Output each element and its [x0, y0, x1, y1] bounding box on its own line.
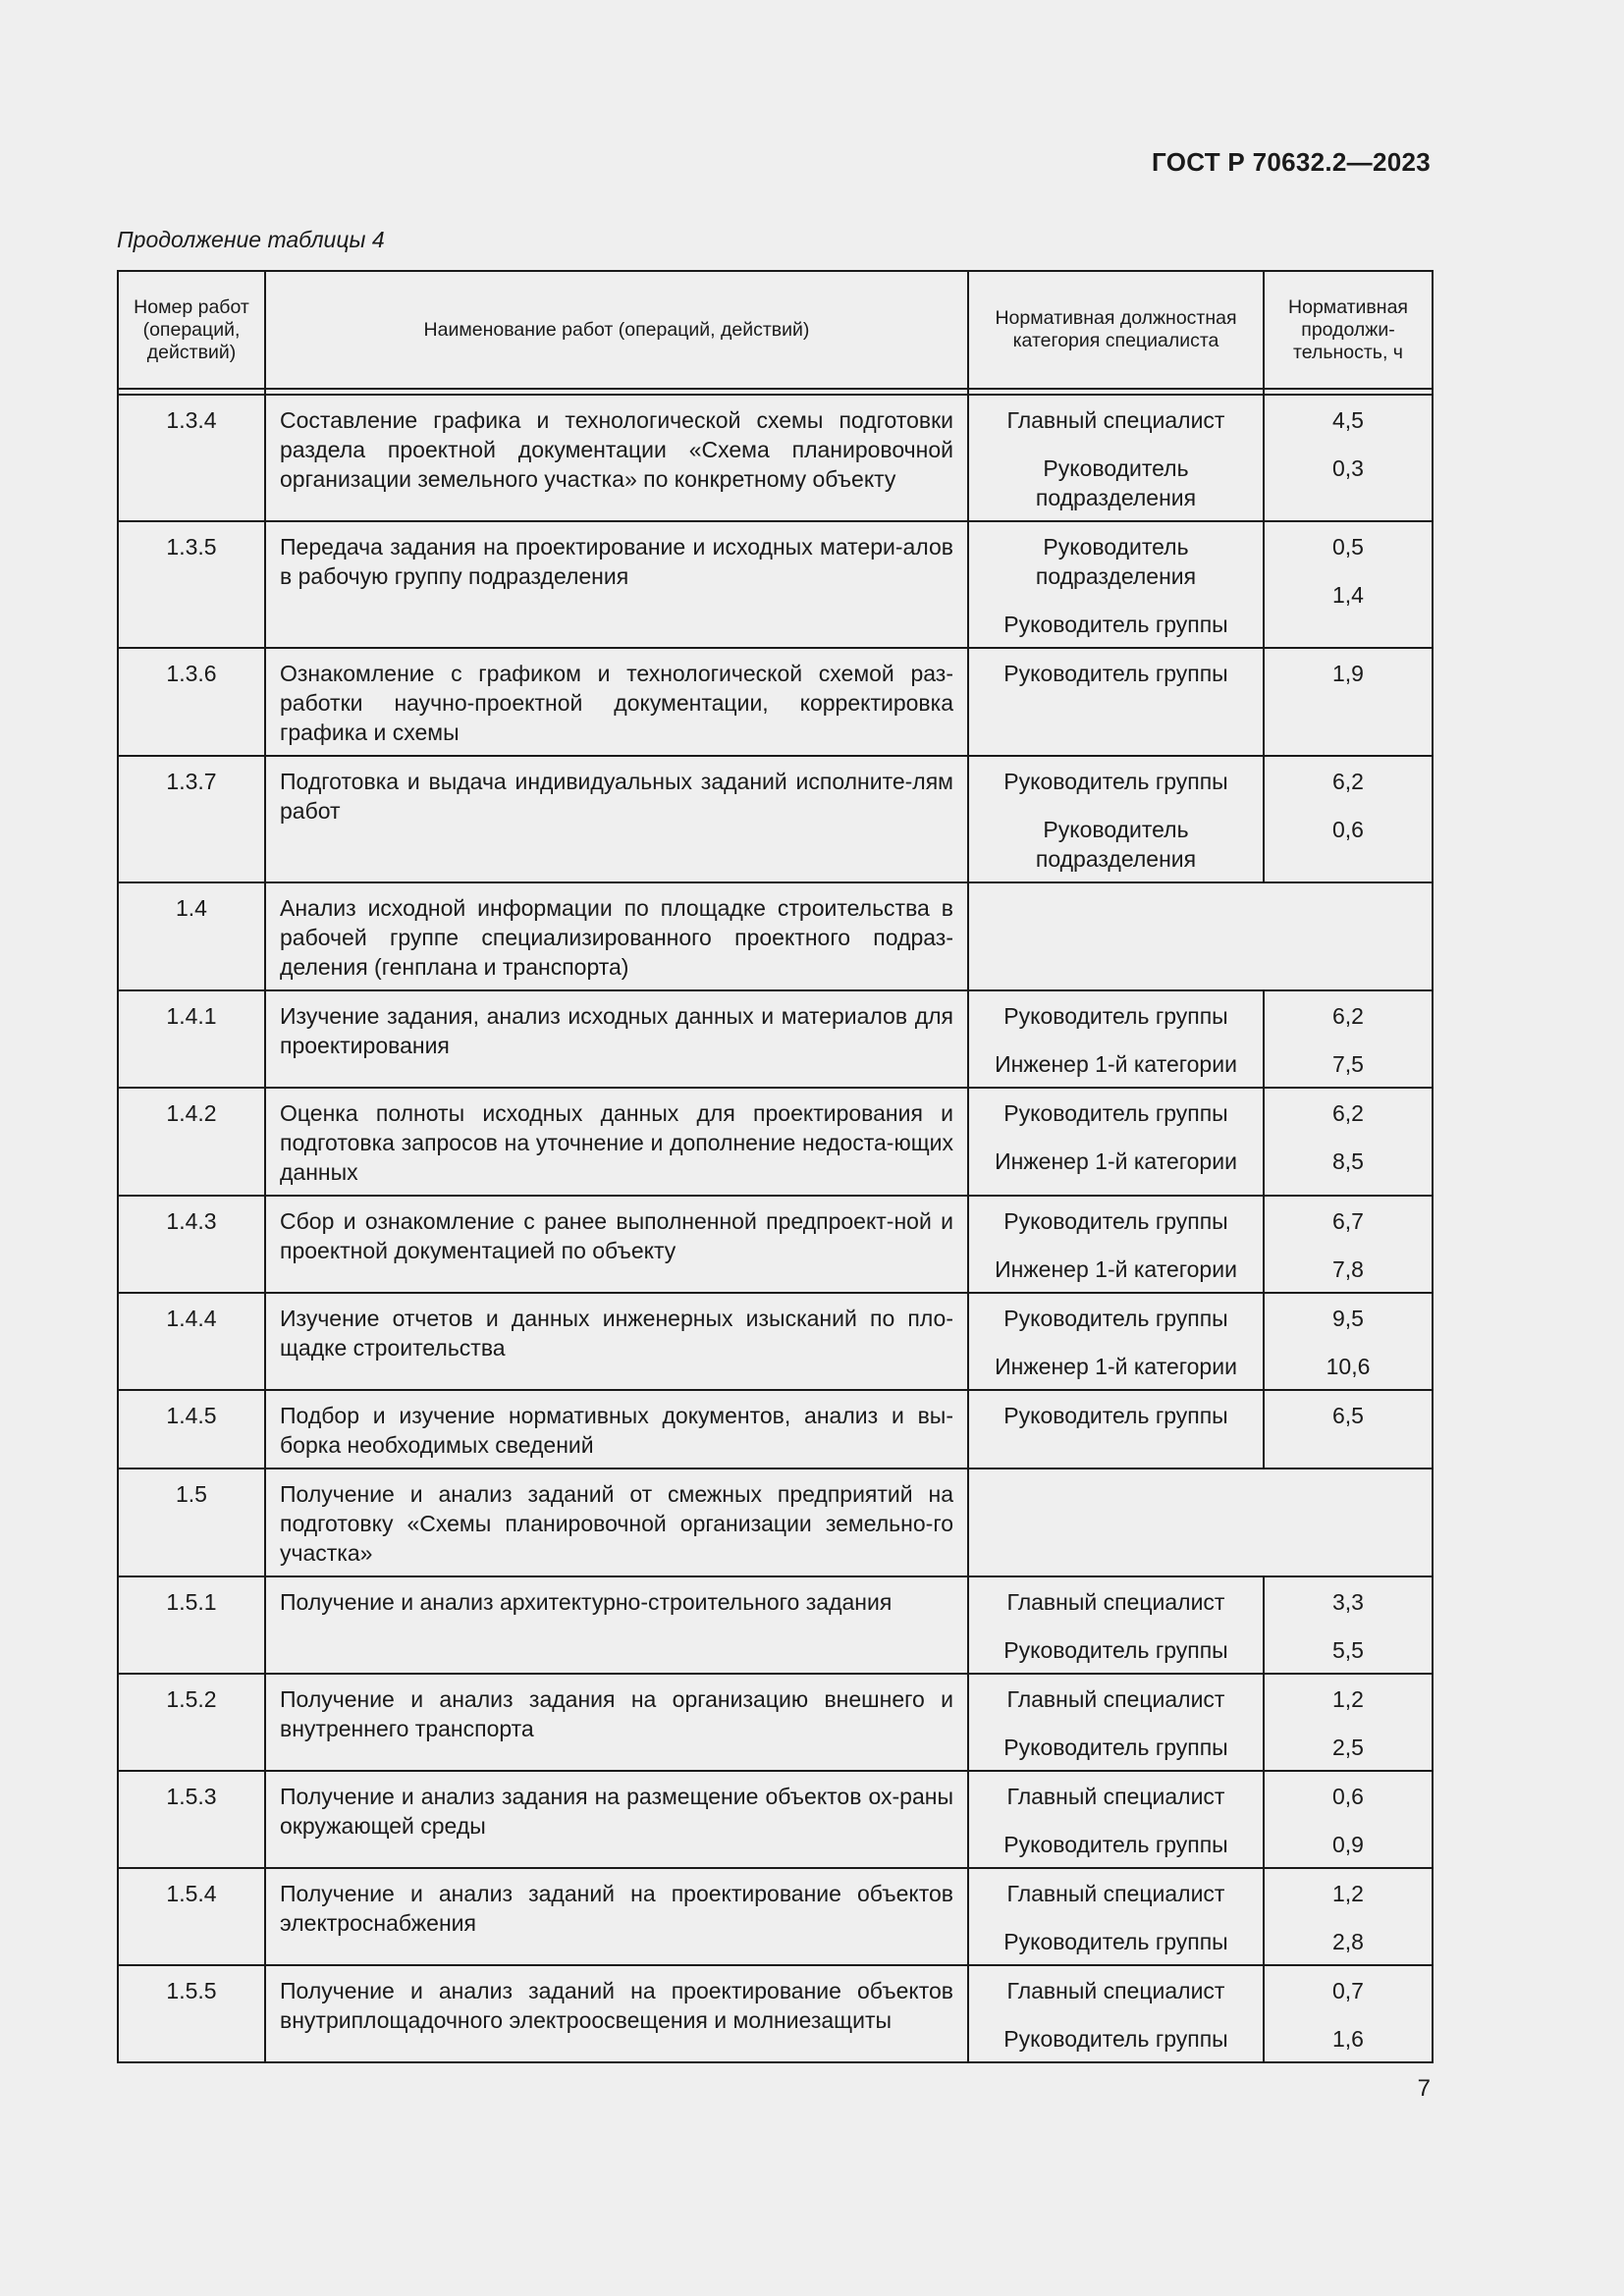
document-code: ГОСТ Р 70632.2—2023 — [1152, 147, 1431, 177]
category-value: Инженер 1-й категории — [995, 1051, 1237, 1077]
category-value: Инженер 1-й категории — [995, 1354, 1237, 1379]
row-work-name: Изучение отчетов и данных инженерных изысканий по пло-щадке строительства — [265, 1293, 968, 1390]
table-row — [118, 1293, 1433, 1390]
row-work-name: Подбор и изучение нормативных документов, анализ и вы-борка необходимых сведений — [265, 1390, 968, 1468]
row-category-cell — [968, 756, 1264, 882]
row-number: 1.3.4 — [118, 395, 265, 521]
table-row — [118, 1868, 1433, 1965]
row-number: 1.3.7 — [118, 756, 265, 882]
row-category-cell — [968, 648, 1264, 756]
duration-value: 2,8 — [1332, 1929, 1364, 1954]
row-number: 1.4 — [118, 882, 265, 990]
table-row — [118, 1390, 1433, 1468]
row-duration-cell — [1264, 395, 1433, 521]
duration-value: 0,9 — [1332, 1832, 1364, 1857]
row-category-cell — [968, 1390, 1264, 1468]
duration-value: 6,2 — [1332, 769, 1364, 794]
duration-value: 6,5 — [1332, 1403, 1364, 1428]
row-number: 1.5.4 — [118, 1868, 265, 1965]
table-row — [118, 395, 1433, 521]
row-work-name: Сбор и ознакомление с ранее выполненной предпроект-ной и проектной документацией по объекту — [265, 1196, 968, 1293]
row-category-cell — [968, 1771, 1264, 1868]
row-duration-cell — [1264, 990, 1433, 1088]
duration-value: 5,5 — [1332, 1637, 1364, 1663]
row-work-name: Анализ исходной информации по площадке строительства в рабочей группе специализированного проектного подраз-деления (генплана и транспорта) — [265, 882, 968, 990]
category-value: Руководитель группы — [1003, 1403, 1228, 1428]
row-duration-cell — [1264, 521, 1433, 648]
duration-value: 1,2 — [1332, 1686, 1364, 1712]
duration-value: 7,5 — [1332, 1051, 1364, 1077]
category-value: Главный специалист — [1006, 1686, 1225, 1712]
duration-value: 8,5 — [1332, 1148, 1364, 1174]
row-number: 1.5.3 — [118, 1771, 265, 1868]
category-value: Руководитель группы — [1003, 1100, 1228, 1126]
table-row — [118, 756, 1433, 882]
row-category-cell — [968, 990, 1264, 1088]
row-number: 1.4.4 — [118, 1293, 265, 1390]
row-work-name: Составление графика и технологической схемы подготовки раздела проектной документации «Схема планировочной организации земельного участка» по конкретному объекту — [265, 395, 968, 521]
table-row — [118, 1674, 1433, 1771]
table-row — [118, 1576, 1433, 1674]
table-row — [118, 1771, 1433, 1868]
category-value: Инженер 1-й категории — [995, 1148, 1237, 1174]
duration-value: 0,6 — [1332, 817, 1364, 842]
row-category-cell — [968, 1088, 1264, 1196]
table-row — [118, 1088, 1433, 1196]
row-number: 1.5.2 — [118, 1674, 265, 1771]
category-value: Руководитель группы — [1003, 1735, 1228, 1760]
row-category-cell — [968, 521, 1264, 648]
work-table — [117, 270, 1434, 2063]
row-category-cell — [968, 1674, 1264, 1771]
header-number: Номер работ (операций, действий) — [118, 271, 265, 389]
row-number: 1.4.1 — [118, 990, 265, 1088]
duration-value: 4,5 — [1332, 407, 1364, 433]
duration-value: 6,2 — [1332, 1100, 1364, 1126]
row-number: 1.5.5 — [118, 1965, 265, 2062]
row-category-cell — [968, 1576, 1264, 1674]
row-category-cell — [968, 395, 1264, 521]
category-value: Главный специалист — [1006, 1978, 1225, 2003]
row-work-name: Получение и анализ заданий на проектирование объектов внутриплощадочного электроосвещения и молниезащиты — [265, 1965, 968, 2062]
category-value: Руководитель группы — [1003, 2026, 1228, 2052]
category-value: Руководитель подразделения — [1035, 455, 1197, 510]
table-row — [118, 1965, 1433, 2062]
row-work-name: Изучение задания, анализ исходных данных и материалов для проектирования — [265, 990, 968, 1088]
row-work-name: Получение и анализ заданий от смежных предприятий на подготовку «Схемы планировочной организации земельно-го участка» — [265, 1468, 968, 1576]
row-work-name: Передача задания на проектирование и исходных матери-алов в рабочую группу подразделения — [265, 521, 968, 648]
duration-value: 1,4 — [1332, 582, 1364, 608]
row-empty-merged-cell — [968, 1468, 1433, 1576]
category-value: Главный специалист — [1006, 1881, 1225, 1906]
row-category-cell — [968, 1293, 1264, 1390]
table-row — [118, 990, 1433, 1088]
table-row — [118, 521, 1433, 648]
row-duration-cell — [1264, 1196, 1433, 1293]
category-value: Руководитель группы — [1003, 769, 1228, 794]
row-duration-cell — [1264, 1868, 1433, 1965]
duration-value: 6,7 — [1332, 1208, 1364, 1234]
category-value: Главный специалист — [1006, 1589, 1225, 1615]
duration-value: 0,3 — [1332, 455, 1364, 481]
category-value: Руководитель группы — [1003, 1003, 1228, 1029]
category-value: Руководитель группы — [1003, 661, 1228, 686]
row-work-name: Получение и анализ архитектурно-строительного задания — [265, 1576, 968, 1674]
table-row — [118, 1468, 1433, 1576]
row-duration-cell — [1264, 1293, 1433, 1390]
row-number: 1.5 — [118, 1468, 265, 1576]
row-number: 1.3.5 — [118, 521, 265, 648]
category-value: Главный специалист — [1006, 1784, 1225, 1809]
duration-value: 0,6 — [1332, 1784, 1364, 1809]
table-body — [118, 395, 1433, 2062]
row-duration-cell — [1264, 1771, 1433, 1868]
row-duration-cell — [1264, 1088, 1433, 1196]
row-number: 1.4.2 — [118, 1088, 265, 1196]
duration-value: 6,2 — [1332, 1003, 1364, 1029]
category-value: Руководитель группы — [1003, 1306, 1228, 1331]
table-header-row — [118, 271, 1433, 389]
duration-value: 0,7 — [1332, 1978, 1364, 2003]
table-row — [118, 648, 1433, 756]
row-work-name: Получение и анализ заданий на проектирование объектов электроснабжения — [265, 1868, 968, 1965]
header-category: Нормативная должностная категория специалиста — [968, 271, 1264, 389]
row-work-name: Получение и анализ задания на размещение объектов ох-раны окружающей среды — [265, 1771, 968, 1868]
row-duration-cell — [1264, 756, 1433, 882]
row-duration-cell — [1264, 1576, 1433, 1674]
duration-value: 10,6 — [1326, 1354, 1371, 1379]
row-duration-cell — [1264, 648, 1433, 756]
row-duration-cell — [1264, 1390, 1433, 1468]
duration-value: 9,5 — [1332, 1306, 1364, 1331]
table-row — [118, 1196, 1433, 1293]
page-number: 7 — [1417, 2075, 1431, 2102]
row-work-name: Ознакомление с графиком и технологической схемой раз-работки научно-проектной документации, корректировка графика и схемы — [265, 648, 968, 756]
category-value: Руководитель группы — [1003, 1208, 1228, 1234]
row-number: 1.4.3 — [118, 1196, 265, 1293]
header-name: Наименование работ (операций, действий) — [265, 271, 968, 389]
row-category-cell — [968, 1196, 1264, 1293]
category-value: Руководитель группы — [1003, 1637, 1228, 1663]
row-category-cell — [968, 1868, 1264, 1965]
category-value: Руководитель подразделения — [1035, 817, 1197, 872]
category-value: Руководитель группы — [1003, 612, 1228, 637]
row-number: 1.3.6 — [118, 648, 265, 756]
row-category-cell — [968, 1965, 1264, 2062]
duration-value: 2,5 — [1332, 1735, 1364, 1760]
duration-value: 1,9 — [1332, 661, 1364, 686]
category-value: Инженер 1-й категории — [995, 1256, 1237, 1282]
table-row — [118, 882, 1433, 990]
category-value: Руководитель подразделения — [1035, 534, 1197, 589]
row-number: 1.5.1 — [118, 1576, 265, 1674]
row-work-name: Подготовка и выдача индивидуальных заданий исполните-лям работ — [265, 756, 968, 882]
row-number: 1.4.5 — [118, 1390, 265, 1468]
row-duration-cell — [1264, 1674, 1433, 1771]
category-value: Руководитель группы — [1003, 1929, 1228, 1954]
duration-value: 1,2 — [1332, 1881, 1364, 1906]
duration-value: 7,8 — [1332, 1256, 1364, 1282]
duration-value: 0,5 — [1332, 534, 1364, 560]
header-duration: Нормативная продолжи-тельность, ч — [1264, 271, 1433, 389]
category-value: Руководитель группы — [1003, 1832, 1228, 1857]
duration-value: 1,6 — [1332, 2026, 1364, 2052]
row-duration-cell — [1264, 1965, 1433, 2062]
duration-value: 3,3 — [1332, 1589, 1364, 1615]
category-value: Главный специалист — [1006, 407, 1225, 433]
row-empty-merged-cell — [968, 882, 1433, 990]
table-caption: Продолжение таблицы 4 — [117, 227, 385, 252]
row-work-name: Оценка полноты исходных данных для проектирования и подготовка запросов на уточнение и дополнение недоста-ющих данных — [265, 1088, 968, 1196]
row-work-name: Получение и анализ задания на организацию внешнего и внутреннего транспорта — [265, 1674, 968, 1771]
